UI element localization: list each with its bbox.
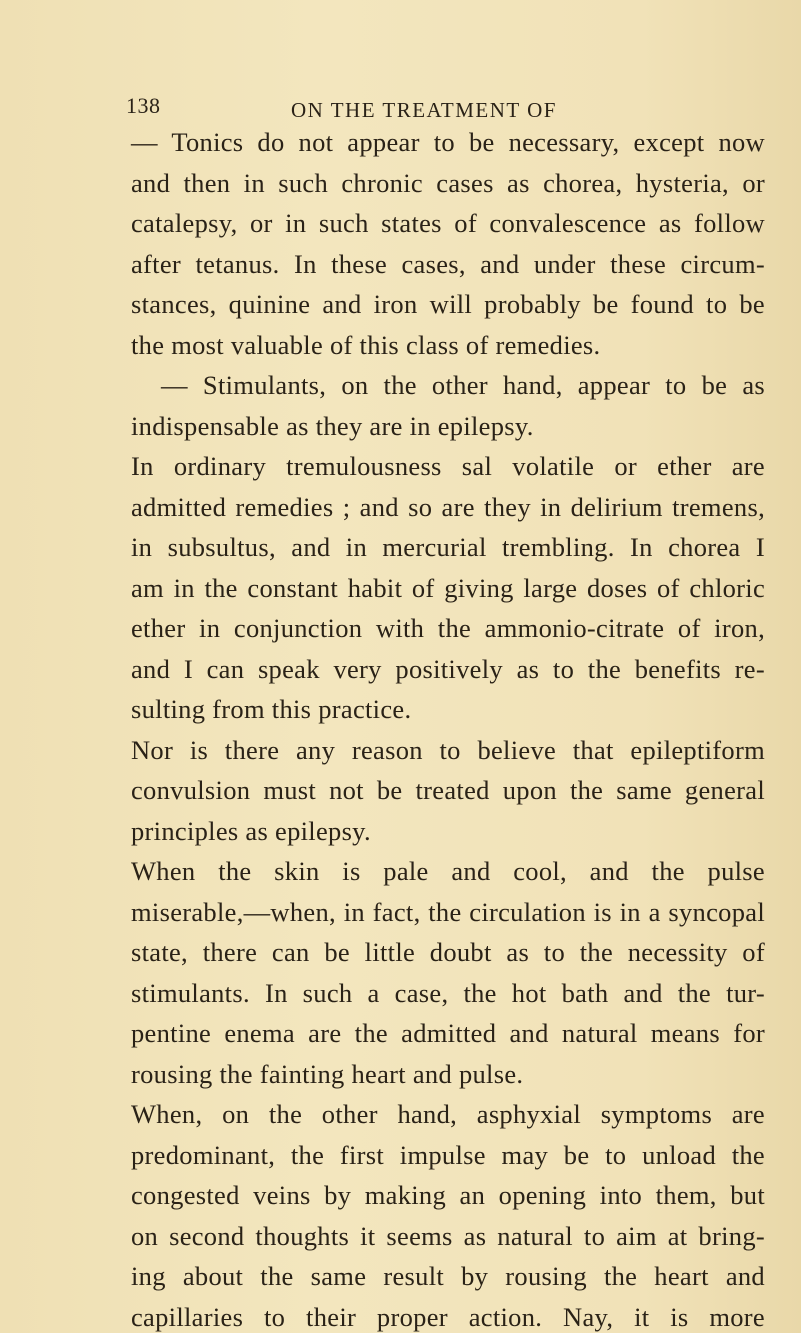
text-line: convulsion must not be treated upon the same general [131,775,765,805]
text-line: catalepsy, or in such states of convalescence as follow [131,208,765,238]
text-line: and I can speak very positively as to the benefits re- [131,653,765,684]
text-line: capillaries to their proper action. Nay, it is more [131,1301,765,1332]
text-line: ether in conjunction with the ammonio-citrate of iron, [131,613,765,643]
text-line: stances, quinine and iron will probably be found to be [131,289,765,319]
text-line: and then in such chronic cases as chorea, hysteria, or [131,167,765,198]
text-line: stimulants. In such a case, the hot bath and the tur- [131,977,765,1008]
text-line: indispensable as they are in epilepsy. [131,410,534,441]
text-line: after tetanus. In these cases, and under these circum- [131,248,765,279]
text-line: congested veins by making an opening into them, but [131,1180,765,1210]
text-line: in subsultus, and in mercurial trembling. In chorea I [131,532,765,562]
text-line: — Tonics do not appear to be necessary, except now [131,127,765,157]
text-line: In ordinary tremulousness sal volatile or ether are [131,451,765,481]
text-line: Nor is there any reason to believe that epileptiform [131,734,765,765]
text-line: miserable,—when, in fact, the circulation is in a syncopal [131,896,765,927]
body-text [131,122,797,1333]
text-line: When the skin is pale and cool, and the pulse [131,856,765,886]
text-line: principles as epilepsy. [131,815,371,846]
text-line: sulting from this practice. [131,694,412,724]
text-line: state, there can be little doubt as to the necessity of [131,937,765,967]
text-line: rousing the fainting heart and pulse. [131,1058,524,1089]
text-line: ing about the same result by rousing the heart and [131,1261,765,1291]
text-line: predominant, the first impulse may be to unload the [131,1139,765,1170]
text-line: the most valuable of this class of remedies. [131,329,601,360]
page-number: 138 [126,93,161,118]
text-line: pentine enema are the admitted and natural means for [131,1018,765,1048]
text-line: admitted remedies ; and so are they in delirium tremens, [131,491,765,522]
text-line: on second thoughts it seems as natural to aim at bring- [131,1220,765,1251]
running-head: ON THE TREATMENT OF [291,98,557,122]
text-line: am in the constant habit of giving large doses of chloric [131,572,765,603]
text-line: — Stimulants, on the other hand, appear to be as [161,370,765,400]
text-line: When, on the other hand, asphyxial symptoms are [131,1099,765,1129]
